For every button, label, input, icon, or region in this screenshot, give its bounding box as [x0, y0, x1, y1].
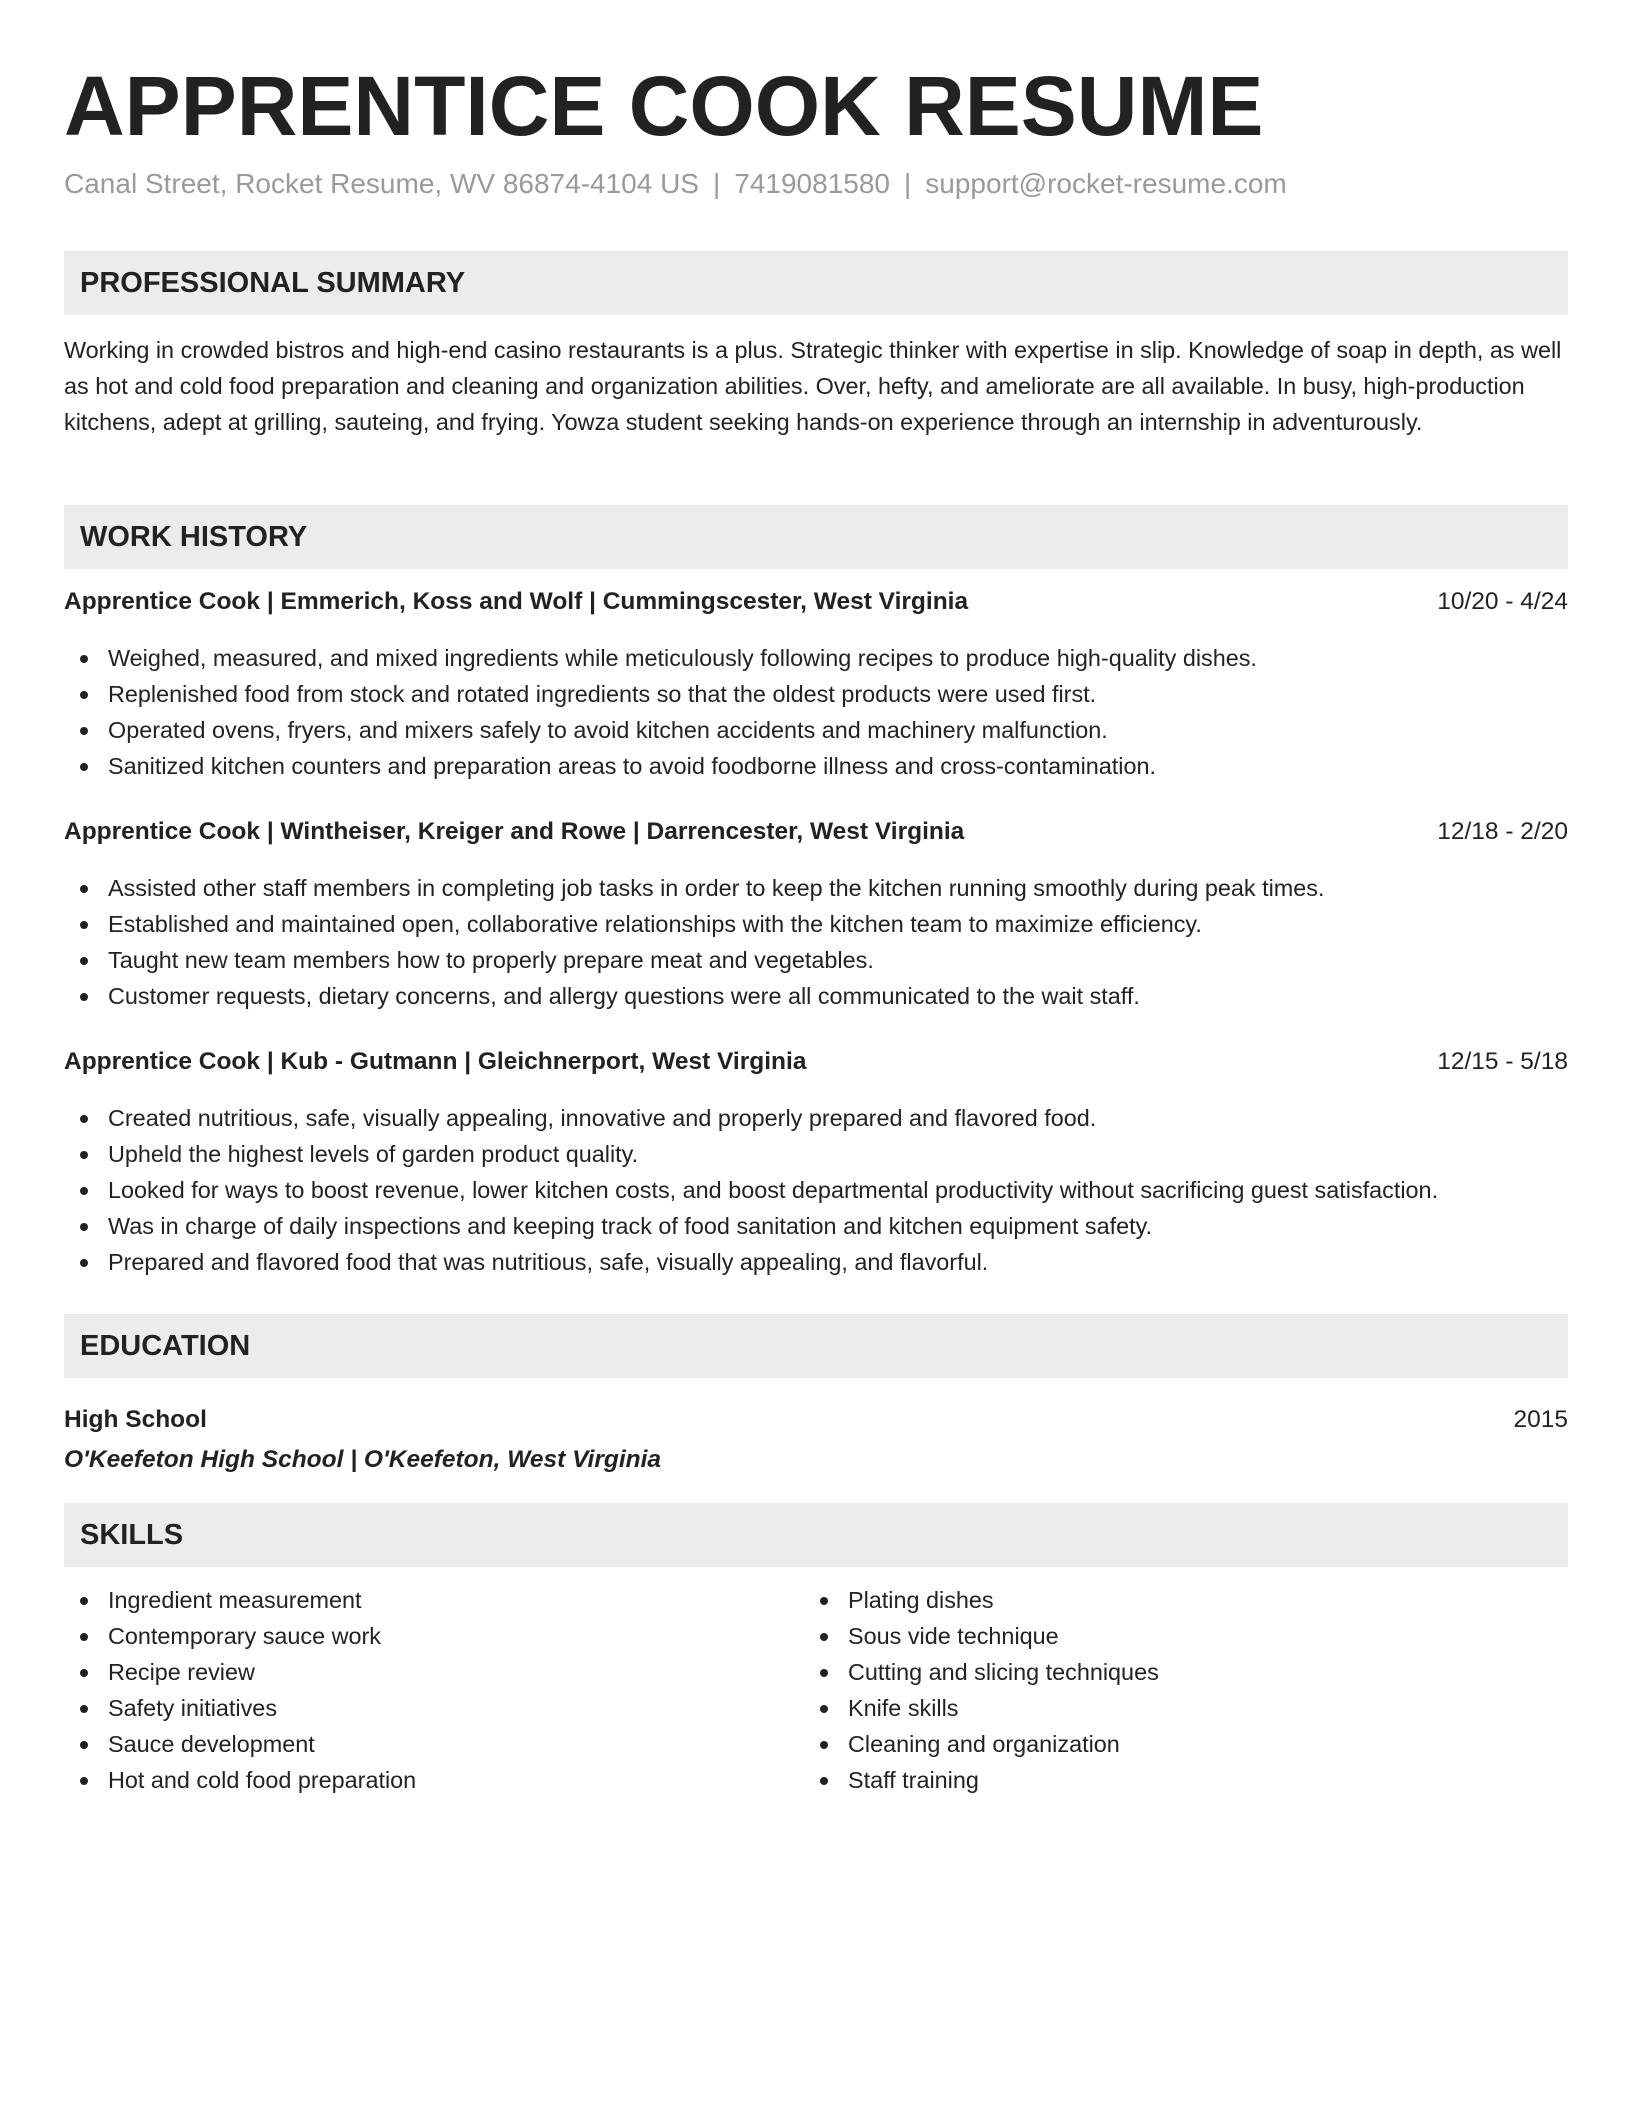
- job-entry-header: [64, 584, 1568, 620]
- job-bullet-list: [64, 870, 1568, 1014]
- list-item: Looked for ways to boost revenue, lower kitchen costs, and boost departmental productivity without sacrificing guest satisfaction.: [64, 1172, 1568, 1208]
- list-item: Operated ovens, fryers, and mixers safely to avoid kitchen accidents and machinery malfunction.: [64, 712, 1568, 748]
- list-item: Customer requests, dietary concerns, and allergy questions were all communicated to the wait staff.: [64, 978, 1568, 1014]
- job-title: Apprentice Cook | Wintheiser, Kreiger and Rowe | Darrencester, West Virginia: [64, 818, 965, 845]
- list-item: Sanitized kitchen counters and preparation areas to avoid foodborne illness and cross-contamination.: [64, 748, 1568, 784]
- job-dates: 12/15 - 5/18: [1437, 1048, 1568, 1075]
- contact-line: [64, 164, 1287, 204]
- job-dates: 12/18 - 2/20: [1437, 818, 1568, 845]
- skill-item: Cleaning and organization: [804, 1726, 1632, 1762]
- job-title: Apprentice Cook | Kub - Gutmann | Gleichnerport, West Virginia: [64, 1048, 807, 1075]
- skill-item: Sauce development: [64, 1726, 1568, 1762]
- skill-item: Plating dishes: [804, 1582, 1632, 1618]
- section-header-education: EDUCATION: [64, 1314, 1568, 1378]
- skills-list-right: [804, 1582, 1632, 1798]
- list-item: Assisted other staff members in completing job tasks in order to keep the kitchen running smoothly during peak times.: [64, 870, 1568, 906]
- skill-item: Knife skills: [804, 1690, 1632, 1726]
- skill-item: Ingredient measurement: [64, 1582, 1568, 1618]
- list-item: Created nutritious, safe, visually appealing, innovative and properly prepared and flavored food.: [64, 1100, 1568, 1136]
- job-dates: 10/20 - 4/24: [1437, 588, 1568, 615]
- job-bullet-list: [64, 1100, 1568, 1280]
- job-title: Apprentice Cook | Emmerich, Koss and Wolf | Cummingscester, West Virginia: [64, 588, 969, 615]
- list-item: Was in charge of daily inspections and keeping track of food sanitation and kitchen equipment safety.: [64, 1208, 1568, 1244]
- contact-separator: |: [904, 168, 912, 199]
- skill-item: Recipe review: [64, 1654, 1568, 1690]
- contact-address: Canal Street, Rocket Resume, WV 86874-4104 US: [64, 168, 699, 199]
- list-item: Weighed, measured, and mixed ingredients while meticulously following recipes to produce high-quality dishes.: [64, 640, 1568, 676]
- list-item: Established and maintained open, collaborative relationships with the kitchen team to maximize efficiency.: [64, 906, 1568, 942]
- skill-item: Hot and cold food preparation: [64, 1762, 1568, 1798]
- list-item: Upheld the highest levels of garden product quality.: [64, 1136, 1568, 1172]
- skill-item: Safety initiatives: [64, 1690, 1568, 1726]
- job-entry-header: [64, 814, 1568, 850]
- contact-separator: |: [712, 168, 721, 199]
- list-item: Prepared and flavored food that was nutritious, safe, visually appealing, and flavorful.: [64, 1244, 1568, 1280]
- list-item: Taught new team members how to properly prepare meat and vegetables.: [64, 942, 1568, 978]
- skill-item: Contemporary sauce work: [64, 1618, 1568, 1654]
- job-bullet-list: [64, 640, 1568, 784]
- education-degree: High School: [64, 1406, 207, 1433]
- contact-phone: 7419081580: [734, 168, 890, 199]
- skill-item: Cutting and slicing techniques: [804, 1654, 1632, 1690]
- skill-item: Sous vide technique: [804, 1618, 1632, 1654]
- contact-email: support@rocket-resume.com: [925, 168, 1287, 199]
- summary-text: Working in crowded bistros and high-end casino restaurants is a plus. Strategic thinker with expertise in slip. Knowledge of soap in depth, as well as hot and cold food preparation and cleaning and organization abilities. Over, hefty, and ameliorate are all available. In busy, high-production kitchens, adept at grilling, sauteing, and frying. Yowza student seeking hands-on experience through an internship in adventurously.: [64, 337, 1562, 435]
- section-header-summary: PROFESSIONAL SUMMARY: [64, 251, 1568, 315]
- job-entry-header: [64, 1044, 1568, 1080]
- section-header-skills: SKILLS: [64, 1503, 1568, 1567]
- education-year: 2015: [1513, 1406, 1568, 1433]
- skill-item: Staff training: [804, 1762, 1632, 1798]
- section-header-work-history: WORK HISTORY: [64, 505, 1568, 569]
- resume-title: APPRENTICE COOK RESUME: [64, 59, 1264, 153]
- education-school: O'Keefeton High School | O'Keefeton, West Virginia: [64, 1446, 662, 1473]
- list-item: Replenished food from stock and rotated ingredients so that the oldest products were used first.: [64, 676, 1568, 712]
